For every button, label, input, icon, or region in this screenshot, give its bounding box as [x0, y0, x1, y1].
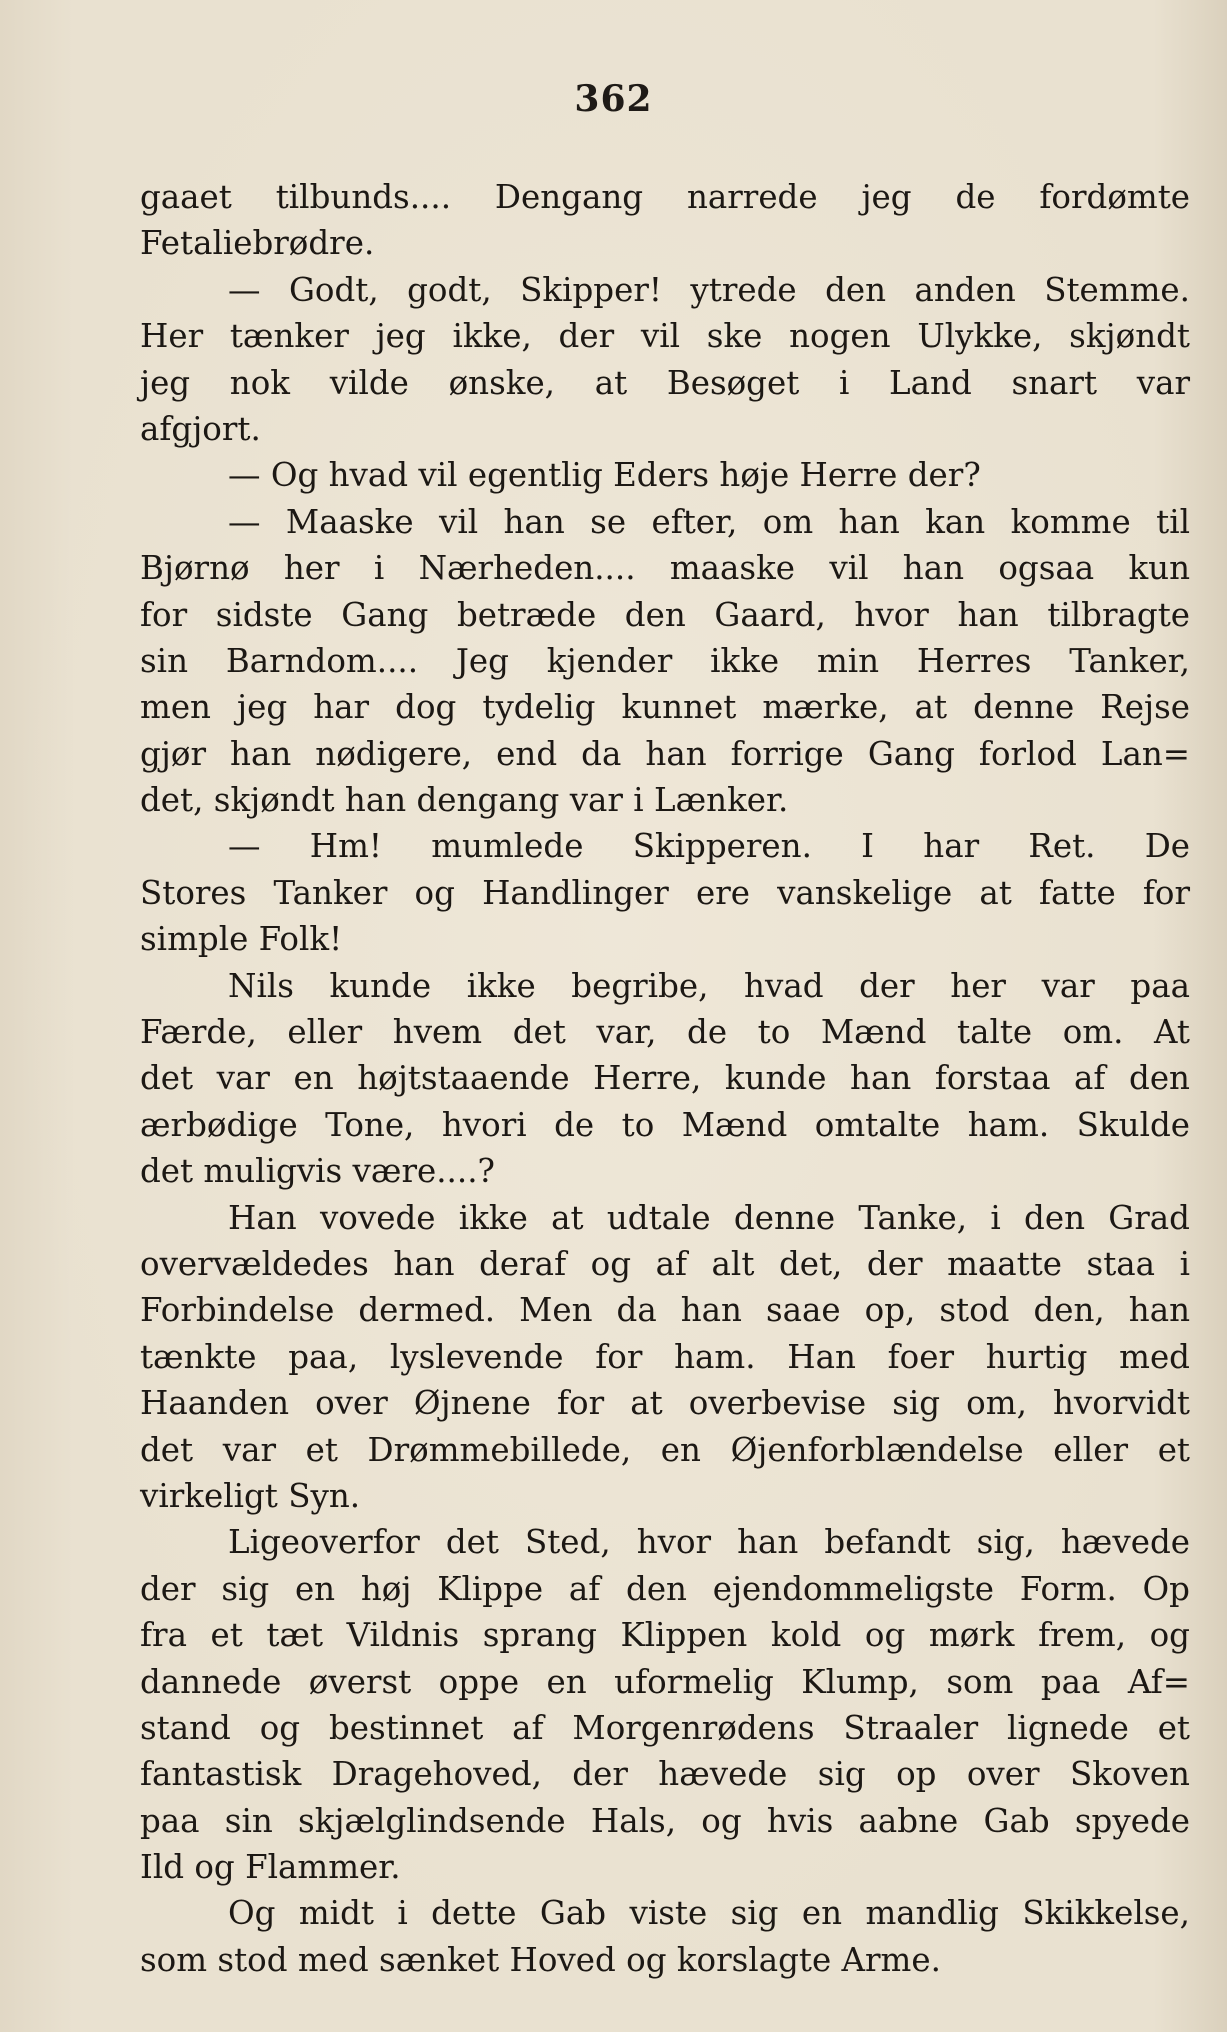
text-line: Fetaliebrødre.	[140, 224, 375, 263]
text-line: sin Barndom.... Jeg kjender ikke min Herres Tanker,	[140, 641, 1190, 680]
text-line: — Hm! mumlede Skipperen. I har Ret. De	[228, 827, 1190, 866]
text-line: Færde, eller hvem det var, de to Mænd talte om. At	[140, 1013, 1190, 1052]
text-line: fra et tæt Vildnis sprang Klippen kold og mørk frem, og	[140, 1616, 1190, 1655]
text-line: dannede øverst oppe en uformelig Klump, som paa Af=	[140, 1662, 1190, 1701]
text-line: det var et Drømmebillede, en Øjenforblændelse eller et	[140, 1430, 1190, 1469]
text-line: gaaet tilbunds.... Dengang narrede jeg de fordømte	[140, 178, 1190, 216]
text-line: fantastisk Dragehoved, der hævede sig op over Skoven	[140, 1755, 1190, 1794]
text-line: afgjort.	[140, 409, 261, 448]
text-line: Bjørnø her i Nærheden.... maaske vil han ogsaa kun	[140, 549, 1190, 588]
text-line: simple Folk!	[140, 920, 343, 959]
text-line: overvældedes han deraf og af alt det, der maatte staa i	[140, 1244, 1190, 1283]
text-line: der sig en høj Klippe af den ejendommeligste Form. Op	[140, 1569, 1190, 1608]
text-line: paa sin skjælglindsende Hals, og hvis aabne Gab spyede	[140, 1801, 1190, 1840]
text-line: Stores Tanker og Handlinger ere vanskelige at fatte for	[140, 873, 1190, 912]
text-line: stand og bestinnet af Morgenrødens Straaler lignede et	[140, 1708, 1190, 1747]
text-line: Ild og Flammer.	[140, 1848, 401, 1887]
text-line: Nils kunde ikke begribe, hvad der her var paa	[228, 966, 1190, 1005]
text-line: Haanden over Øjnene for at overbevise sig om, hvorvidt	[140, 1384, 1190, 1423]
text-line: Ligeoverfor det Sted, hvor han befandt sig, hævede	[228, 1523, 1190, 1562]
text-line: som stod med sænket Hoved og korslagte Arme.	[140, 1940, 941, 1979]
text-line: Og midt i dette Gab viste sig en mandlig Skikkelse,	[228, 1894, 1190, 1933]
text-line: det var en højtstaaende Herre, kunde han forstaa af den	[140, 1059, 1190, 1098]
body-text	[140, 174, 1190, 1983]
text-line: tænkte paa, lyslevende for ham. Han foer hurtig med	[140, 1337, 1190, 1376]
text-line: — Og hvad vil egentlig Eders høje Herre der?	[228, 456, 981, 495]
text-line: Her tænker jeg ikke, der vil ske nogen Ulykke, skjøndt	[140, 317, 1190, 356]
text-line: — Maaske vil han se efter, om han kan komme til	[228, 502, 1190, 541]
text-line: men jeg har dog tydelig kunnet mærke, at denne Rejse	[140, 688, 1190, 727]
text-line: det, skjøndt han dengang var i Lænker.	[140, 781, 789, 820]
text-line: Forbindelse dermed. Men da han saae op, stod den, han	[140, 1291, 1190, 1330]
text-line: jeg nok vilde ønske, at Besøget i Land snart var	[140, 363, 1190, 402]
text-line: det muligvis være....?	[140, 1152, 495, 1191]
text-line: virkeligt Syn.	[140, 1476, 361, 1515]
text-line: gjør han nødigere, end da han forrige Gang forlod Lan=	[140, 734, 1190, 773]
text-line: ærbødige Tone, hvori de to Mænd omtalte ham. Skulde	[140, 1105, 1190, 1144]
text-line: — Godt, godt, Skipper! ytrede den anden Stemme.	[228, 270, 1190, 309]
text-line: Han vovede ikke at udtale denne Tanke, i den Grad	[228, 1198, 1190, 1237]
text-line: for sidste Gang betræde den Gaard, hvor han tilbragte	[140, 595, 1190, 634]
page-number: 362	[574, 78, 653, 120]
